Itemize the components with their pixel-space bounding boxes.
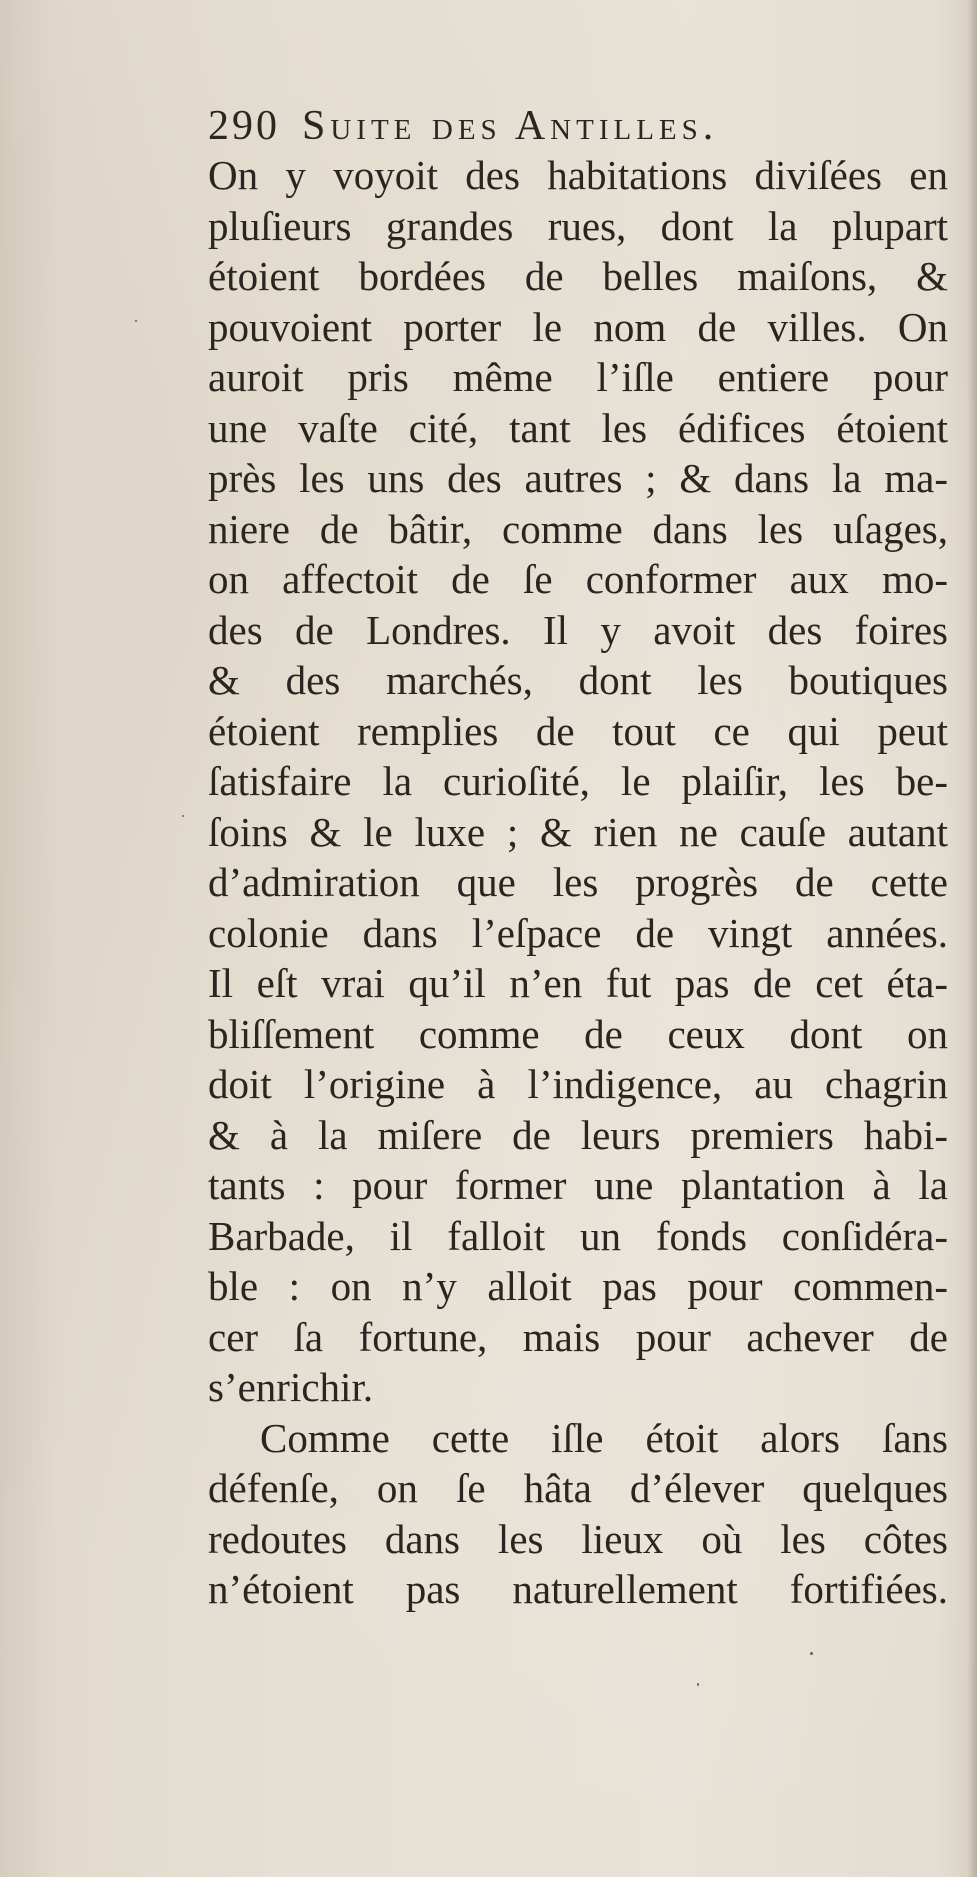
body-text	[208, 150, 948, 1615]
text-line: & à la miſere de leurs premiers habi-	[208, 1111, 948, 1158]
running-head: Suite des Antilles.	[302, 103, 719, 149]
paper-speck	[182, 815, 184, 817]
paragraph	[208, 1413, 948, 1615]
page-number: 290	[208, 103, 280, 149]
text-line: pluſieurs grandes rues, dont la plupart	[208, 202, 948, 249]
text-line: ble : on n’y alloit pas pour commen-	[208, 1263, 948, 1309]
text-line: étoient remplies de tout ce qui peut	[208, 707, 948, 754]
text-line: niere de bâtir, comme dans les uſages,	[208, 505, 948, 552]
text-line: colonie dans l’eſpace de vingt années.	[208, 909, 948, 956]
text-line: on affectoit de ſe conformer aux mo-	[208, 556, 948, 602]
text-line: & des marchés, dont les boutiques	[208, 657, 948, 703]
text-line: Il eſt vrai qu’il n’en fut pas de cet éta-	[208, 960, 948, 1006]
text-line: ſoins & le luxe ; & rien ne cauſe autant	[208, 808, 948, 855]
text-line: pouvoient porter le nom de villes. On	[208, 303, 948, 350]
text-line: étoient bordées de belles maiſons, &	[208, 253, 948, 299]
paper-speck	[810, 1652, 813, 1655]
text-line: tants : pour former une plantation à la	[208, 1162, 948, 1208]
text-line: doit l’origine à l’indigence, au chagrin	[208, 1061, 948, 1107]
page-edge-shadow	[967, 0, 977, 1877]
paper-speck	[697, 1683, 699, 1686]
text-line: une vaſte cité, tant les édifices étoient	[208, 404, 948, 451]
paragraph	[208, 150, 948, 1413]
text-line: défenſe, on ſe hâta d’élever quelques	[208, 1465, 948, 1511]
text-line: des de Londres. Il y avoit des foires	[208, 606, 948, 653]
page-header	[208, 98, 948, 154]
text-line: d’admiration que les progrès de cette	[208, 859, 948, 905]
text-line: redoutes dans les lieux où les côtes	[208, 1515, 948, 1562]
text-line: bliſſement comme de ceux dont on	[208, 1010, 948, 1057]
text-line: On y voyoit des habitations diviſées en	[208, 152, 948, 198]
text-line: près les uns des autres ; & dans la ma-	[208, 455, 948, 501]
text-line: Comme cette iſle étoit alors ſans	[260, 1414, 948, 1461]
text-line: n’étoient pas naturellement fortifiées.	[208, 1566, 948, 1612]
text-line: ſatisfaire la curioſité, le plaiſir, les be-	[208, 758, 948, 804]
text-line: auroit pris même l’iſle entiere pour	[208, 354, 948, 400]
text-line: Barbade, il falloit un fonds conſidéra-	[208, 1212, 948, 1259]
text-line: s’enrichir.	[208, 1364, 374, 1410]
text-line: cer ſa fortune, mais pour achever de	[208, 1313, 948, 1360]
paper-speck	[135, 320, 137, 322]
